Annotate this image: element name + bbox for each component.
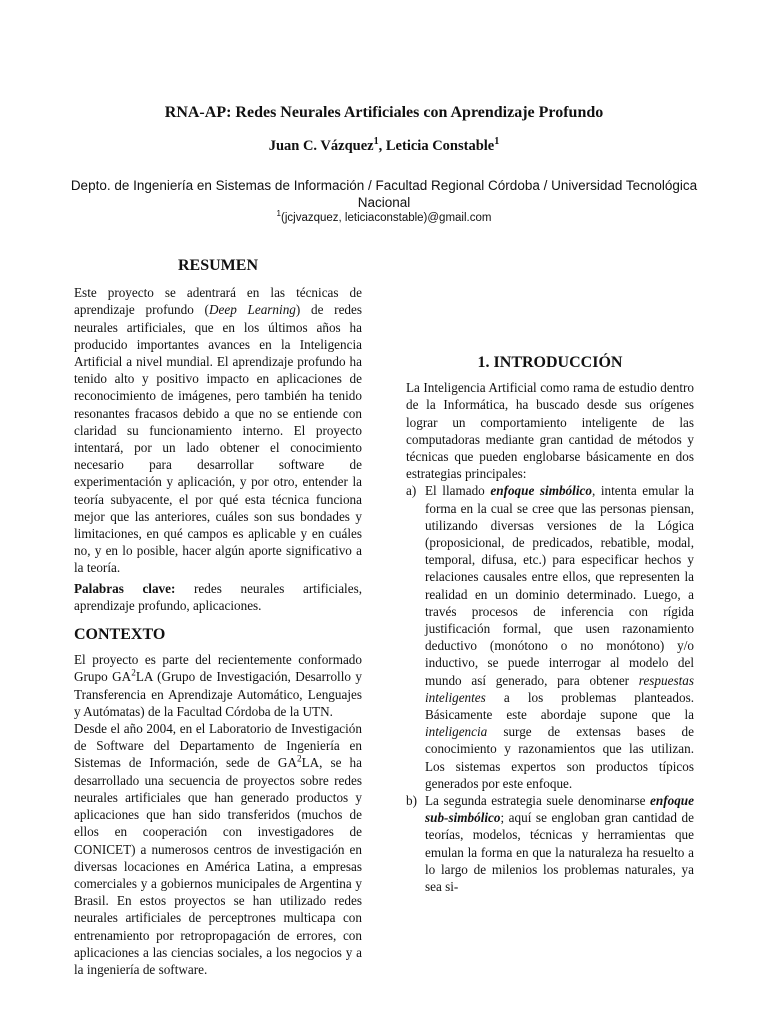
abstract-paragraph [74, 284, 362, 576]
list-item-label: a) [406, 483, 417, 499]
section-heading-contexto: CONTEXTO [74, 626, 166, 644]
abstract-text: ) de redes neurales artificiales, que en los últimos años ha producido importantes avances en la Inteligencia Artificial a nivel mundial. El aprendizaje profundo ha tenido alto y positivo impacto en aplicaciones de reconocimiento de imágenes, pero también ha tenido resonantes fracasos debido a que no se entiende con claridad su funcionamiento interno. El proyecto intentará, por un lado obtener el conocimiento necesario para desarrollar software de experimentación y aplicación, y por otro, entender la teoría subyacente, el por qué esta técnica funciona mejor que las anteriores, cuáles son sus bondades y limitaciones, en qué campos es aplicable y en cuáles no, y en lo posible, hacer algún aporte significativo a la teoría. [74, 302, 363, 576]
contexto-text: Desde el año 2004, en el Laboratorio de Investigación de Software del Departamento de Ingeniería en Sistemas de Información, sede de GA [74, 721, 362, 771]
left-column [74, 257, 362, 978]
list-item-text [425, 482, 694, 792]
text: a los problemas planteados. Básicamente este abordaje supone que la [425, 689, 694, 723]
emphasis: enfoque sub-simbólico [425, 793, 694, 826]
contexto-paragraph-2 [74, 720, 362, 978]
contexto-paragraph [74, 651, 362, 720]
emphasis: respuestas inteligentes [425, 672, 694, 705]
text: La segunda estrategia suele denominarse [425, 793, 651, 809]
author-affiliation-mark: 1 [494, 136, 500, 148]
section-heading-resumen: RESUMEN [177, 257, 258, 274]
contexto-text: El proyecto es parte del recientemente conformado Grupo GA [74, 652, 362, 685]
intro-paragraph: La Inteligencia Artificial como rama de estudio dentro de la Informática, ha buscado desde sus orígenes lograr un comportamiento inteligente de las computadoras mediante gran cantidad de métodos y técnicas que pueden englobarse básicamente en dos estrategias principales: [406, 380, 694, 482]
text: , intenta emular la forma en la cual se cree que las personas piensan, utilizando diversas versiones de la Lógica (proposicional, de predicados, rebatible, modal, temporal, difusa, etc.) para especificar hechos y relaciones causales entre ellos, que representen la realidad en un dominio determinado. Luego, a través procesos de inferencia con rígida justificación formal, que usen razonamiento deductivo (monótono o no monótono) y/o inductivo, se puede interrogar al modelo del mundo así generado, para obtener [425, 483, 694, 688]
author-affiliation-mark: 1 [373, 136, 379, 148]
email-affiliation-mark: 1 [276, 209, 282, 219]
email-text: (jcjvazquez, leticiaconstable)@gmail.com [281, 212, 492, 224]
author-name: Juan C. Vázquez [268, 138, 374, 154]
contexto-text: LA, se ha desarrollado una secuencia de proyectos sobre redes neurales artificiales que han generado productos y aplicaciones que han sido transferidos (muchos de ellos en cooperación con investigadores de CONICET) a numerosos centros de investigación en diversas locaciones en América Latina, a empresas comerciales y a gobiernos municipales de Argentina y Brasil. En estos proyectos se han utilizado redes neurales artificiales de perceptrones multicapa con entrenamiento por retropropagación de errores, con aplicaciones a las ciencias sociales, a los negocios y a la ingeniería de software. [74, 755, 362, 977]
keywords [74, 580, 362, 614]
emphasis: enfoque simbólico [490, 483, 592, 499]
superscript: 2 [296, 754, 302, 765]
list-item-text [425, 792, 694, 895]
section-heading-introduccion: 1. INTRODUCCIÓN [477, 354, 623, 371]
abstract-text: Este proyecto se adentrará en las técnicas de aprendizaje profundo ( [74, 285, 362, 318]
paper-authors [0, 138, 768, 155]
affiliation: Depto. de Ingeniería en Sistemas de Información / Facultad Regional Córdoba / Universidad Tecnológica Nacional [70, 178, 698, 210]
text: ; aquí se engloban gran cantidad de teorías, modelos, técnicas y herramientas que emulan la forma en que la naturaleza ha resuelto a lo largo de milenios los problemas naturales, ya sea si- [425, 810, 694, 895]
list-item-label: b) [406, 793, 417, 809]
keywords-text: redes neurales artificiales, aprendizaje profundo, aplicaciones. [74, 580, 362, 613]
list-item [406, 792, 694, 895]
right-column [406, 258, 694, 895]
author-separator: , [378, 138, 386, 154]
superscript: 2 [131, 668, 136, 679]
list-item [406, 482, 694, 792]
text: El llamado [425, 483, 491, 499]
text: surge de extensas bases de conocimiento y razonamientos que las utilizan. Los sistemas expertos son productos típicos generados por este enfoque. [425, 724, 694, 791]
author-name: Leticia Constable [385, 138, 495, 154]
contact-email [0, 209, 768, 224]
abstract-emphasis: Deep Learning [208, 302, 296, 318]
paper-title: RNA-AP: Redes Neurales Artificiales con Aprendizaje Profundo [164, 104, 604, 121]
keywords-label: Palabras clave: [74, 580, 176, 596]
emphasis: inteligencia [425, 724, 488, 740]
contexto-text: LA (Grupo de Investigación, Desarrollo y Transferencia en Aprendizaje Automático, Lenguajes y Autómatas) de la Facultad Córdoba de la UTN. [74, 669, 362, 719]
